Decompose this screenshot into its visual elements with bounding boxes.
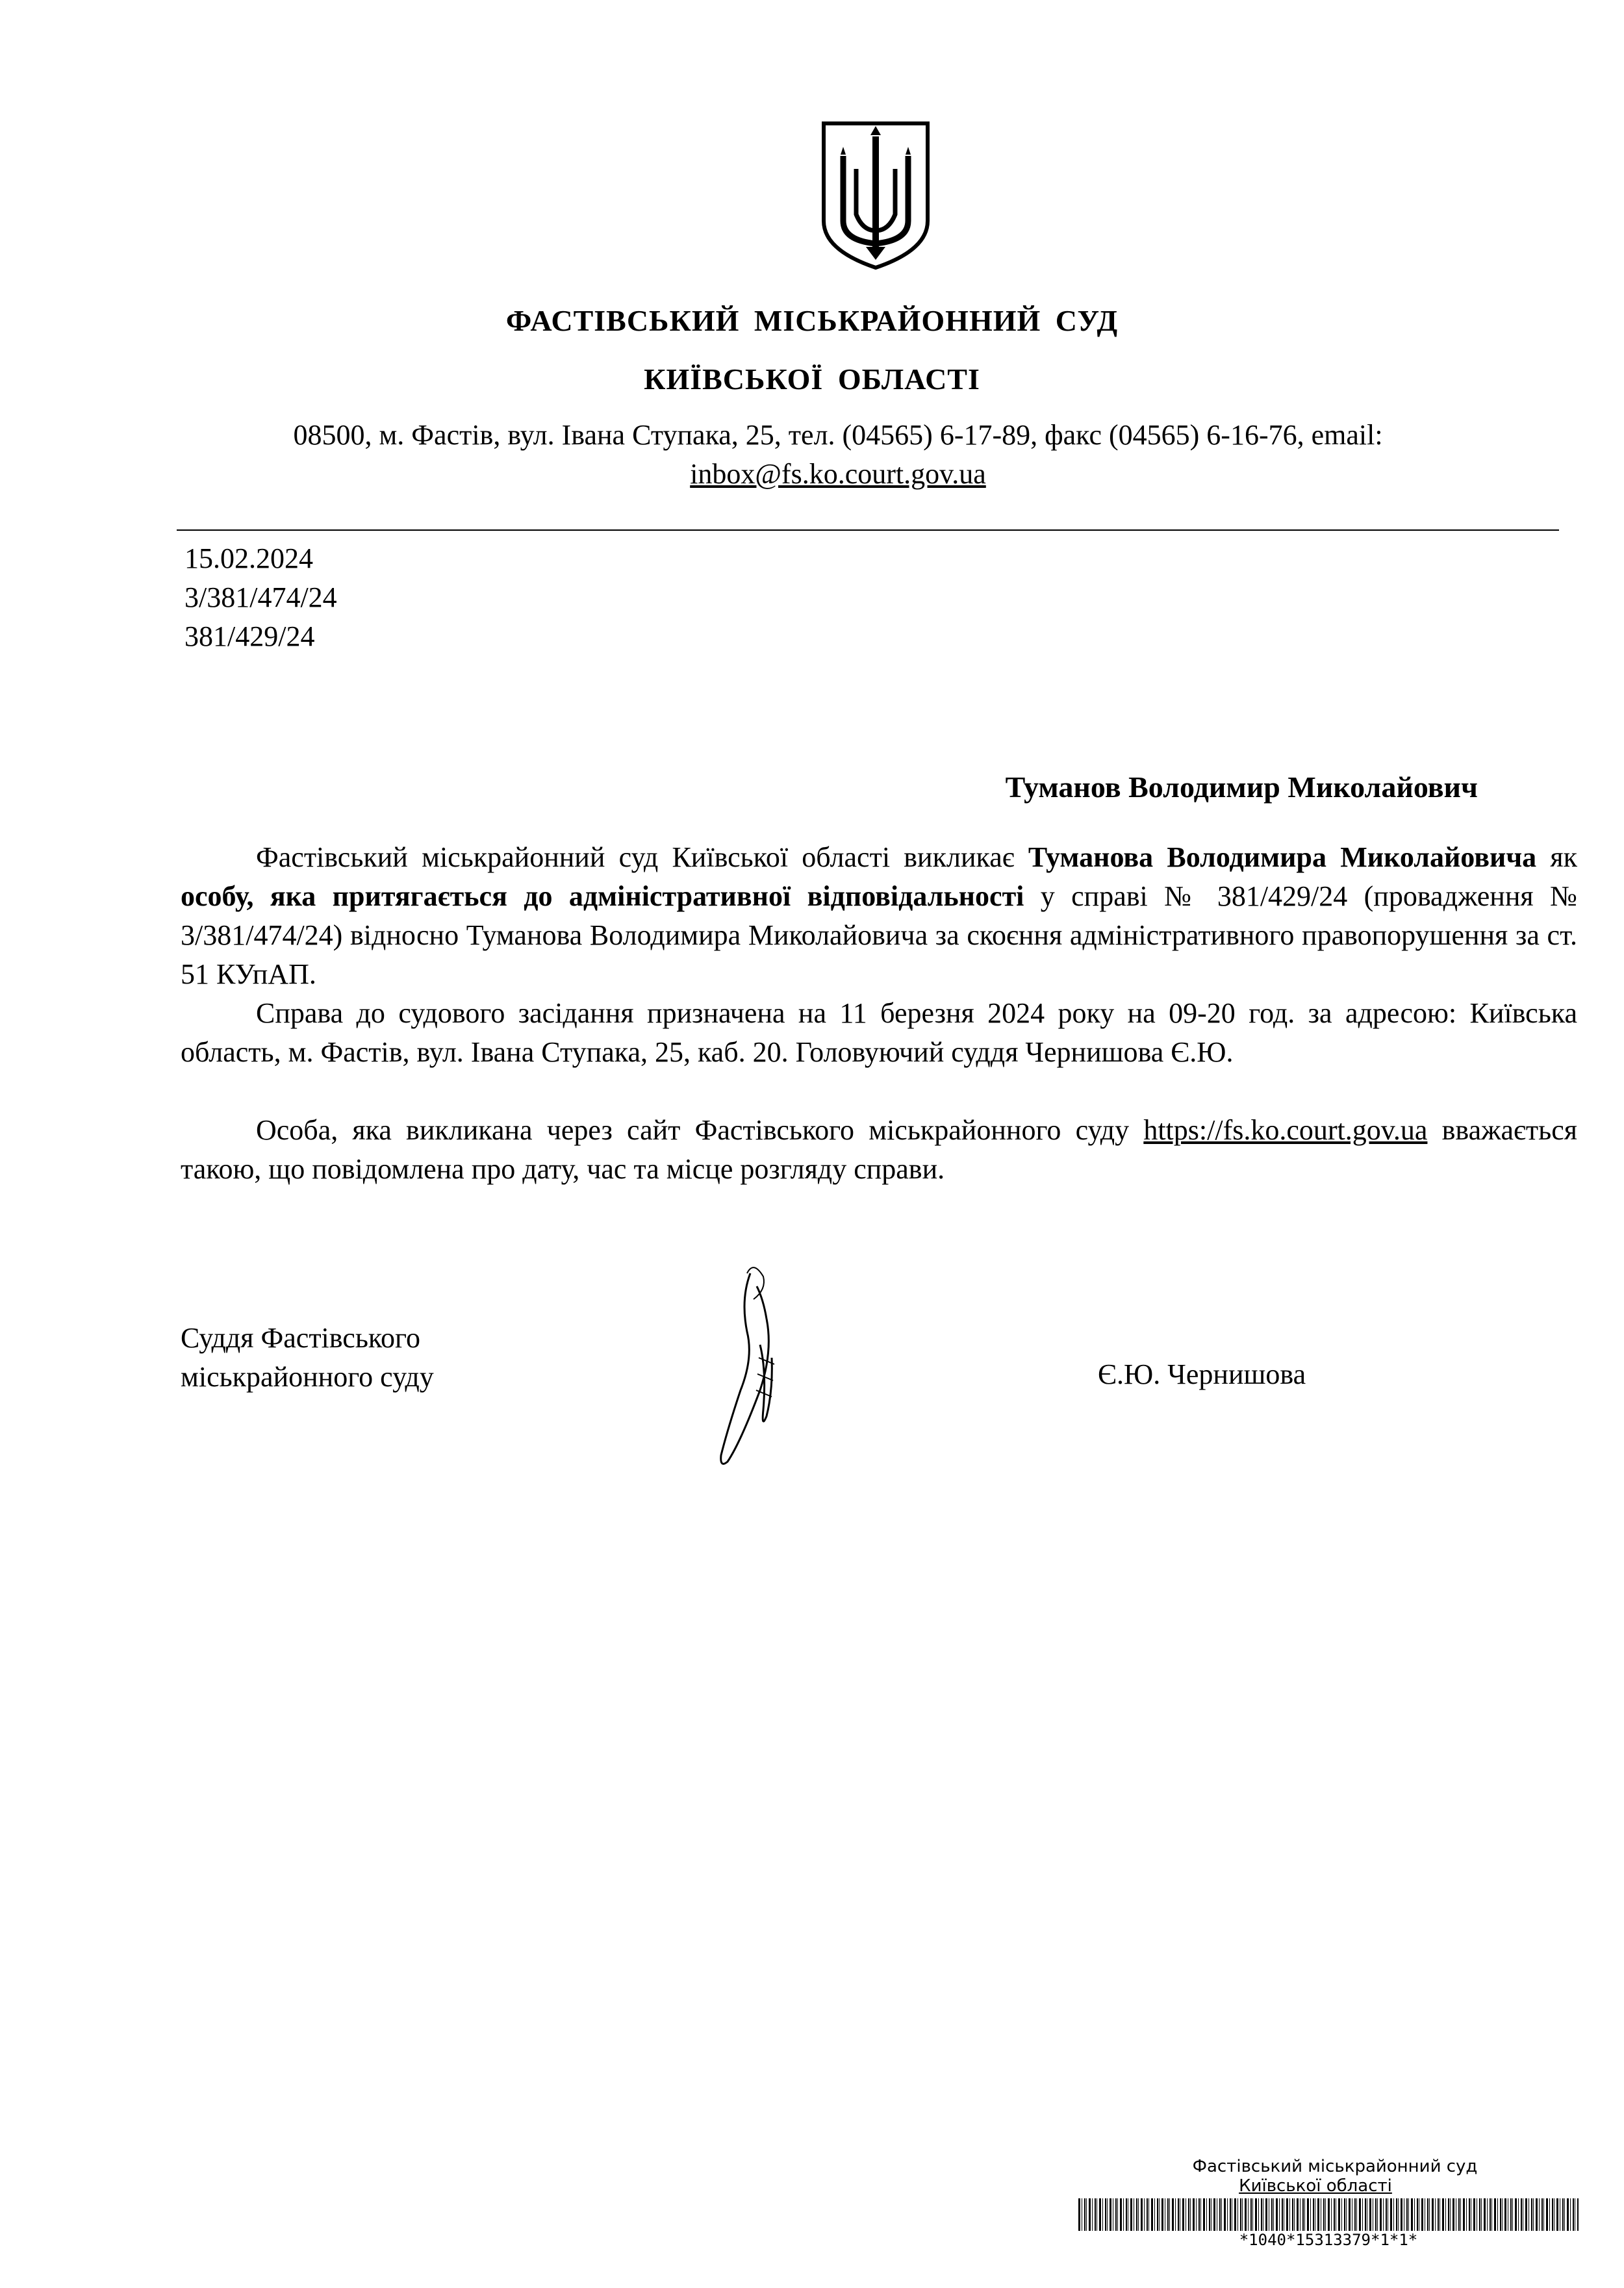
summons-text-1: Фастівський міськрайонний суд Київської області викликає: [256, 841, 1028, 873]
coat-of-arms-icon: [817, 117, 934, 273]
court-name-line2: КИЇВСЬКОЇ ОБЛАСТІ: [644, 362, 980, 396]
case-number: 381/429/24: [184, 620, 315, 652]
court-website-link[interactable]: https://fs.ko.court.gov.ua: [1143, 1114, 1428, 1146]
summons-paragraph: [181, 838, 1577, 994]
judge-position-line1: Суддя Фастівського: [181, 1322, 420, 1354]
stamp-region: Київської області: [1239, 2176, 1392, 2196]
barcode-number: *1040*15313379*1*1*: [1239, 2231, 1418, 2249]
handwritten-signature: [702, 1260, 799, 1475]
court-address: [195, 416, 1481, 494]
summons-text-3: у справі № 381/429/24 (провадження № 3/381/474/24) відносно Туманова Володимира Миколайовича за скоєння адміністративного правопорушення за ст. 51 КУпАП.: [181, 880, 1577, 990]
proceeding-number: 3/381/474/24: [184, 581, 337, 613]
hearing-details: Справа до судового засідання призначена на 11 березня 2024 року на 09-20 год. за адресою: Київська область, м. Фастів, вул. Івана Ступака, 25, каб. 20. Головуючий суддя Чернишова Є.Ю.: [181, 997, 1577, 1068]
address-text: 08500, м. Фастів, вул. Івана Ступака, 25, тел. (04565) 6-17-89, факс (04565) 6-16-76, email:: [293, 419, 1383, 451]
judge-position-line2: міськрайонного суду: [181, 1361, 434, 1393]
registry-stamp: [1078, 2157, 1579, 2249]
email-link[interactable]: inbox@fs.ko.court.gov.ua: [690, 458, 986, 490]
notice-paragraph: [181, 1111, 1577, 1189]
notice-text-1: Особа, яка викликана через сайт Фастівського міськрайонного суду: [256, 1114, 1144, 1146]
document-date: 15.02.2024: [184, 542, 313, 574]
court-name-line1: ФАСТІВСЬКИЙ МІСЬКРАЙОННИЙ СУД: [505, 304, 1119, 337]
judge-name: Є.Ю. Чернишова: [1098, 1358, 1306, 1390]
notice-text-2: вважається такою, що повідомлена про дату, час та місце розгляду справи.: [181, 1114, 1577, 1185]
person-status: особу, яка притягається до адміністративної відповідальності: [181, 880, 1024, 912]
header-divider: [177, 529, 1559, 531]
summoned-person: Туманова Володимира Миколайовича: [1028, 841, 1537, 873]
judge-position: [181, 1319, 434, 1397]
addressee-name: Туманов Володимир Миколайович: [1005, 770, 1478, 804]
barcode: [1078, 2198, 1579, 2231]
summons-text-2: як: [1536, 841, 1577, 873]
stamp-court-name: Фастівський міськрайонний суд: [1192, 2157, 1478, 2176]
hearing-paragraph: [181, 994, 1577, 1072]
